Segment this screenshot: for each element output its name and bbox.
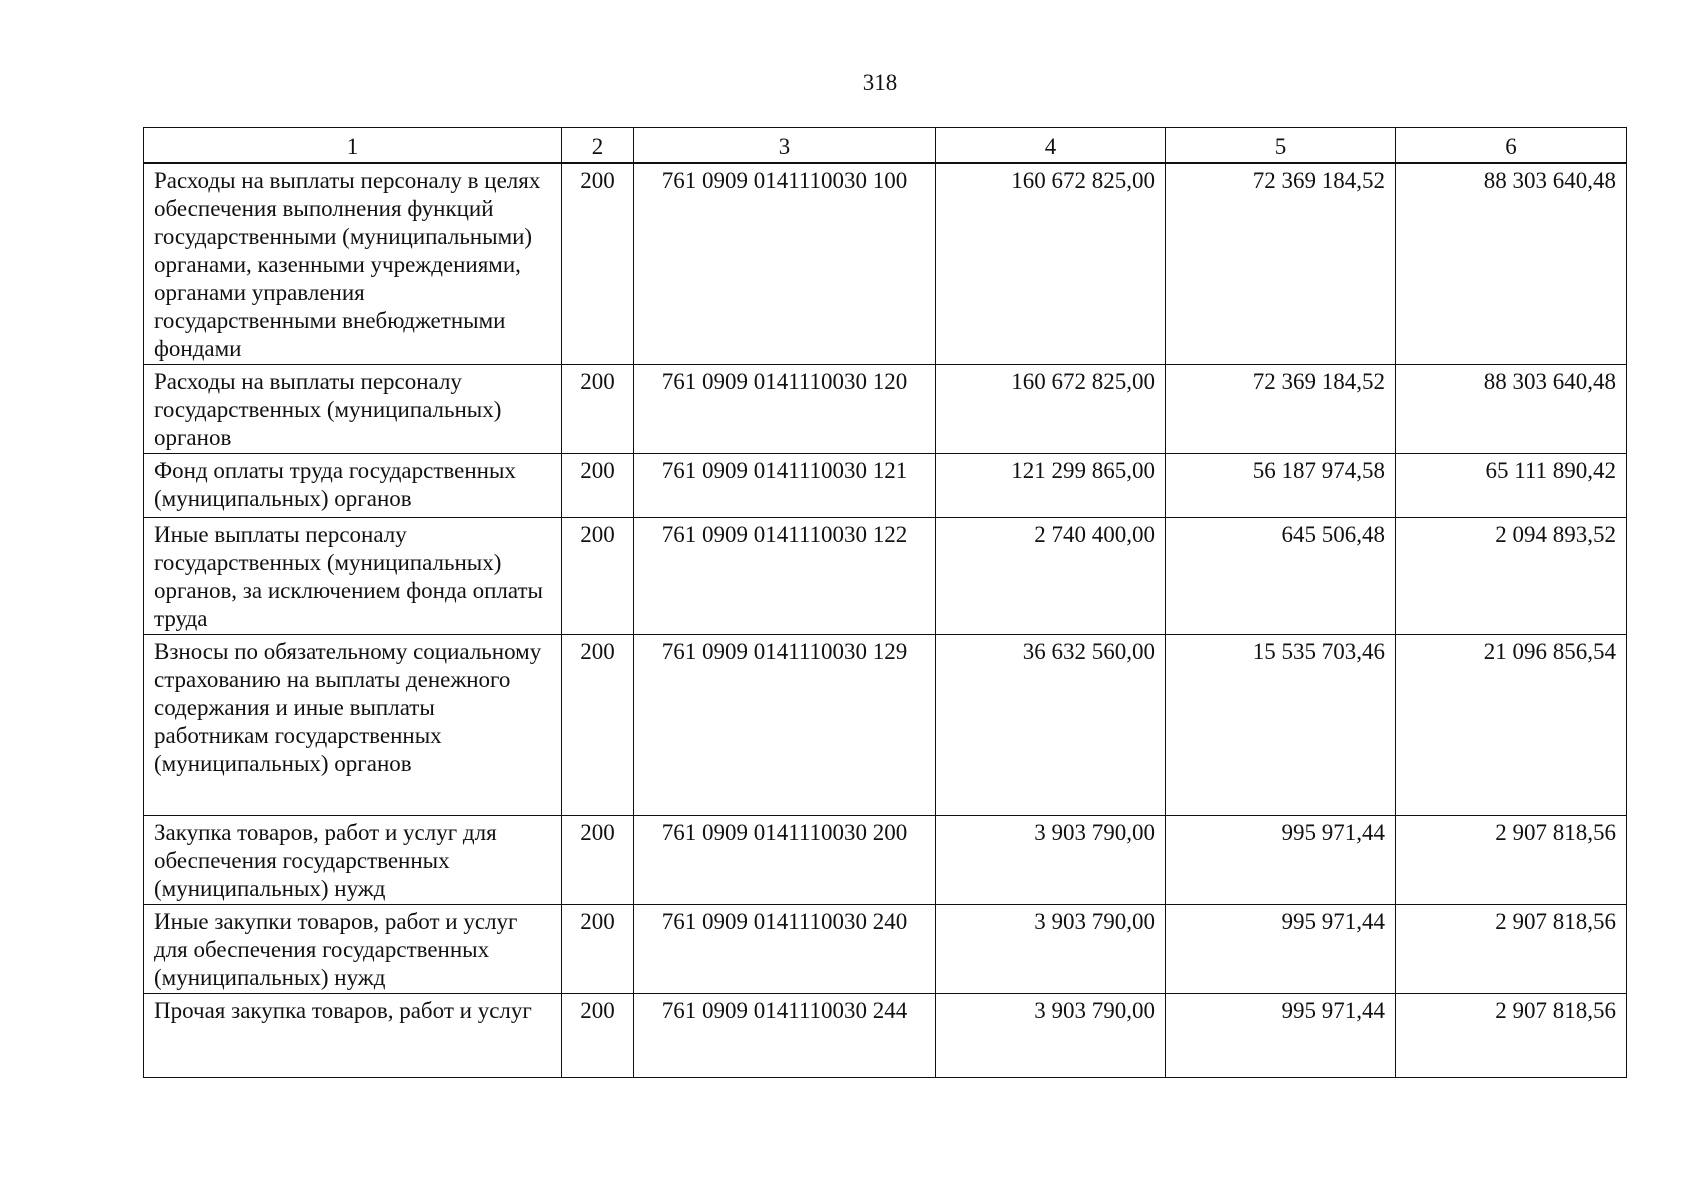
header-col-1: 1 [144, 128, 562, 164]
row-name: Иные выплаты персоналу государственных (муниципальных) органов, за исключением фонда оплаты труда [144, 517, 562, 634]
row-executed: 995 971,44 [1166, 815, 1396, 904]
row-executed: 995 971,44 [1166, 993, 1396, 1077]
row-approved: 3 903 790,00 [936, 815, 1166, 904]
table-row [144, 453, 1627, 517]
row-line-code: 200 [562, 904, 634, 993]
row-unexecuted: 21 096 856,54 [1396, 634, 1627, 815]
row-line-code: 200 [562, 453, 634, 517]
table-row [144, 517, 1627, 634]
table-row [144, 163, 1627, 364]
page-number: 318 [862, 70, 898, 95]
row-name: Иные закупки товаров, работ и услуг для обеспечения государственных (муниципальных) нужд [144, 904, 562, 993]
row-line-code: 200 [562, 163, 634, 364]
row-line-code: 200 [562, 993, 634, 1077]
row-budget-code: 761 0909 0141110030 120 [634, 364, 936, 453]
header-col-6: 6 [1396, 128, 1627, 164]
row-name: Прочая закупка товаров, работ и услуг [144, 993, 562, 1077]
row-approved: 121 299 865,00 [936, 453, 1166, 517]
row-name: Фонд оплаты труда государственных (муниципальных) органов [144, 453, 562, 517]
row-executed: 72 369 184,52 [1166, 163, 1396, 364]
row-name: Расходы на выплаты персоналу в целях обеспечения выполнения функций государственными (муниципальными) органами, казенными учреждениями, органами управления государственными внебюджетными фондами [144, 163, 562, 364]
header-col-4: 4 [936, 128, 1166, 164]
row-unexecuted: 65 111 890,42 [1396, 453, 1627, 517]
header-col-5: 5 [1166, 128, 1396, 164]
row-executed: 15 535 703,46 [1166, 634, 1396, 815]
row-approved: 160 672 825,00 [936, 364, 1166, 453]
row-executed: 645 506,48 [1166, 517, 1396, 634]
row-budget-code: 761 0909 0141110030 129 [634, 634, 936, 815]
budget-execution-table [143, 127, 1627, 1078]
row-name: Расходы на выплаты персоналу государственных (муниципальных) органов [144, 364, 562, 453]
row-executed: 56 187 974,58 [1166, 453, 1396, 517]
row-budget-code: 761 0909 0141110030 122 [634, 517, 936, 634]
row-unexecuted: 2 907 818,56 [1396, 815, 1627, 904]
table-row [144, 904, 1627, 993]
row-budget-code: 761 0909 0141110030 100 [634, 163, 936, 364]
row-unexecuted: 88 303 640,48 [1396, 163, 1627, 364]
row-unexecuted: 2 907 818,56 [1396, 993, 1627, 1077]
table-row [144, 993, 1627, 1077]
row-line-code: 200 [562, 815, 634, 904]
row-approved: 3 903 790,00 [936, 993, 1166, 1077]
row-budget-code: 761 0909 0141110030 200 [634, 815, 936, 904]
row-approved: 160 672 825,00 [936, 163, 1166, 364]
row-unexecuted: 2 094 893,52 [1396, 517, 1627, 634]
row-approved: 2 740 400,00 [936, 517, 1166, 634]
row-name: Взносы по обязательному социальному страхованию на выплаты денежного содержания и иные выплаты работникам государственных (муниципальных) органов [144, 634, 562, 815]
table-row [144, 364, 1627, 453]
row-budget-code: 761 0909 0141110030 121 [634, 453, 936, 517]
row-budget-code: 761 0909 0141110030 244 [634, 993, 936, 1077]
row-line-code: 200 [562, 364, 634, 453]
row-executed: 995 971,44 [1166, 904, 1396, 993]
row-approved: 36 632 560,00 [936, 634, 1166, 815]
header-col-3: 3 [634, 128, 936, 164]
row-line-code: 200 [562, 517, 634, 634]
table-row [144, 815, 1627, 904]
row-approved: 3 903 790,00 [936, 904, 1166, 993]
row-name: Закупка товаров, работ и услуг для обеспечения государственных (муниципальных) нужд [144, 815, 562, 904]
table-header-row [144, 128, 1627, 164]
table-row [144, 634, 1627, 815]
header-col-2: 2 [562, 128, 634, 164]
row-budget-code: 761 0909 0141110030 240 [634, 904, 936, 993]
row-line-code: 200 [562, 634, 634, 815]
row-unexecuted: 2 907 818,56 [1396, 904, 1627, 993]
row-unexecuted: 88 303 640,48 [1396, 364, 1627, 453]
row-executed: 72 369 184,52 [1166, 364, 1396, 453]
